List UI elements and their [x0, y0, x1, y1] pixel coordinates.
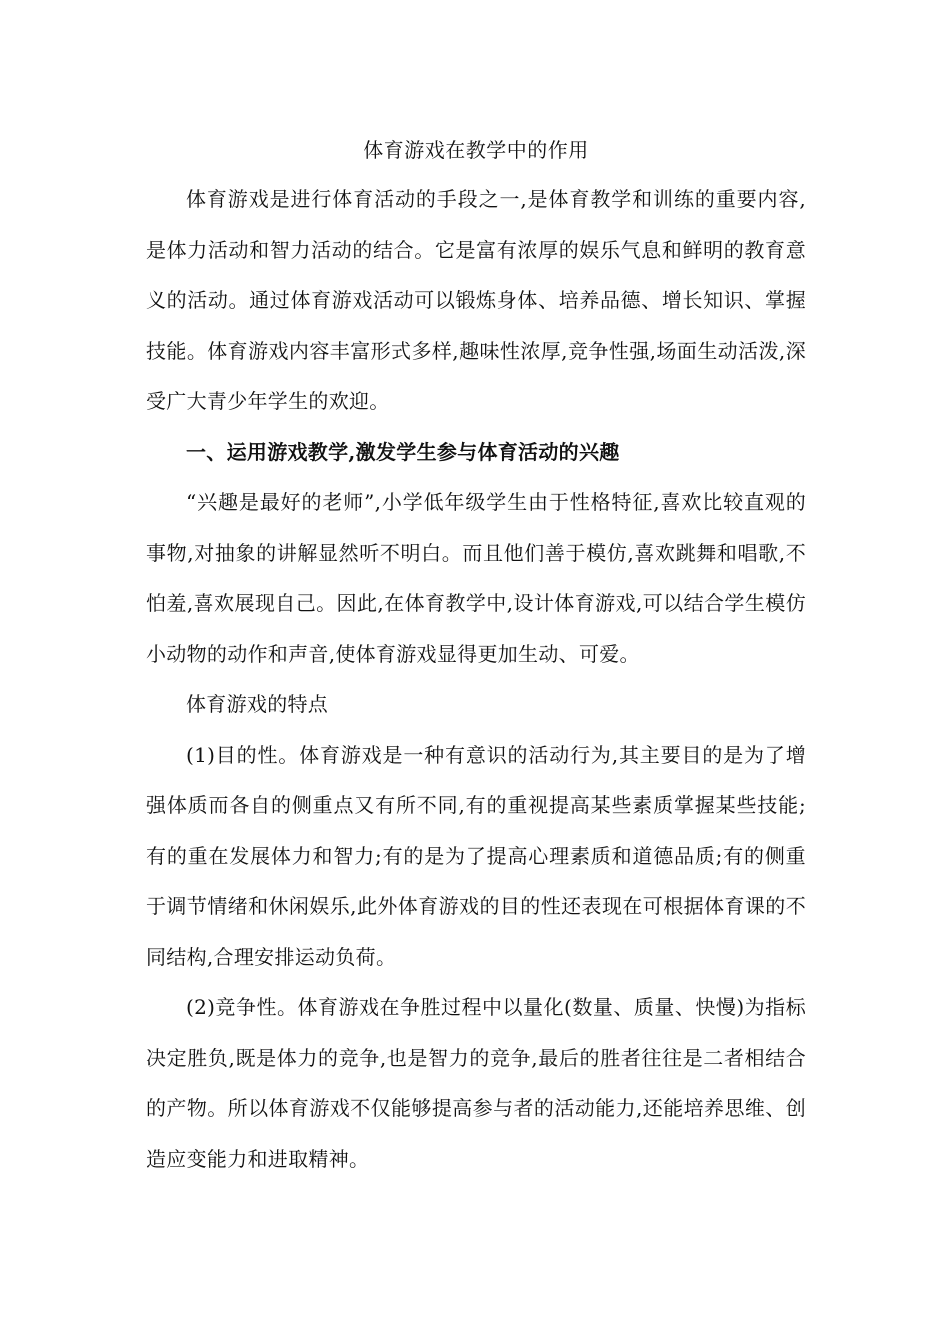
feature1-paragraph: (1)目的性。体育游戏是一种有意识的活动行为,其主要目的是为了增强体质而各自的侧重点又有所不同,有的重视提高某些素质掌握某些技能;有的重在发展体力和智力;有的是为了提高心理素质和道德品质;有的侧重于调节情绪和休闲娱乐,此外体育游戏的目的性还表现在可根据体育课的不同结构,合理安排运动负荷。: [146, 742, 806, 969]
features-heading: 体育游戏的特点: [186, 692, 329, 716]
intro-paragraph: 体育游戏是进行体育活动的手段之一,是体育教学和训练的重要内容,是体力活动和智力活动的结合。它是富有浓厚的娱乐气息和鲜明的教育意义的活动。通过体育游戏活动可以锻炼身体、培养品德、增长知识、掌握技能。体育游戏内容丰富形式多样,趣味性浓厚,竞争性强,场面生动活泼,深受广大青少年学生的欢迎。: [146, 187, 806, 413]
feature2-paragraph: (2)竞争性。体育游戏在争胜过程中以量化(数量、质量、快慢)为指标决定胜负,既是体力的竞争,也是智力的竞争,最后的胜者往往是二者相结合的产物。所以体育游戏不仅能够提高参与者的活动能力,还能培养思维、创造应变能力和进取精神。: [146, 995, 806, 1171]
document-page: [146, 130, 806, 1184]
section1-paragraph: “兴趣是最好的老师”,小学低年级学生由于性格特征,喜欢比较直观的事物,对抽象的讲解显然听不明白。而且他们善于模仿,喜欢跳舞和唱歌,不怕羞,喜欢展现自己。因此,在体育教学中,设计体育游戏,可以结合学生模仿小动物的动作和声音,使体育游戏显得更加生动、可爱。: [146, 490, 806, 666]
section1-heading: 一、运用游戏教学,激发学生参与体育活动的兴趣: [186, 439, 620, 464]
document-title: 体育游戏在教学中的作用: [363, 138, 589, 162]
